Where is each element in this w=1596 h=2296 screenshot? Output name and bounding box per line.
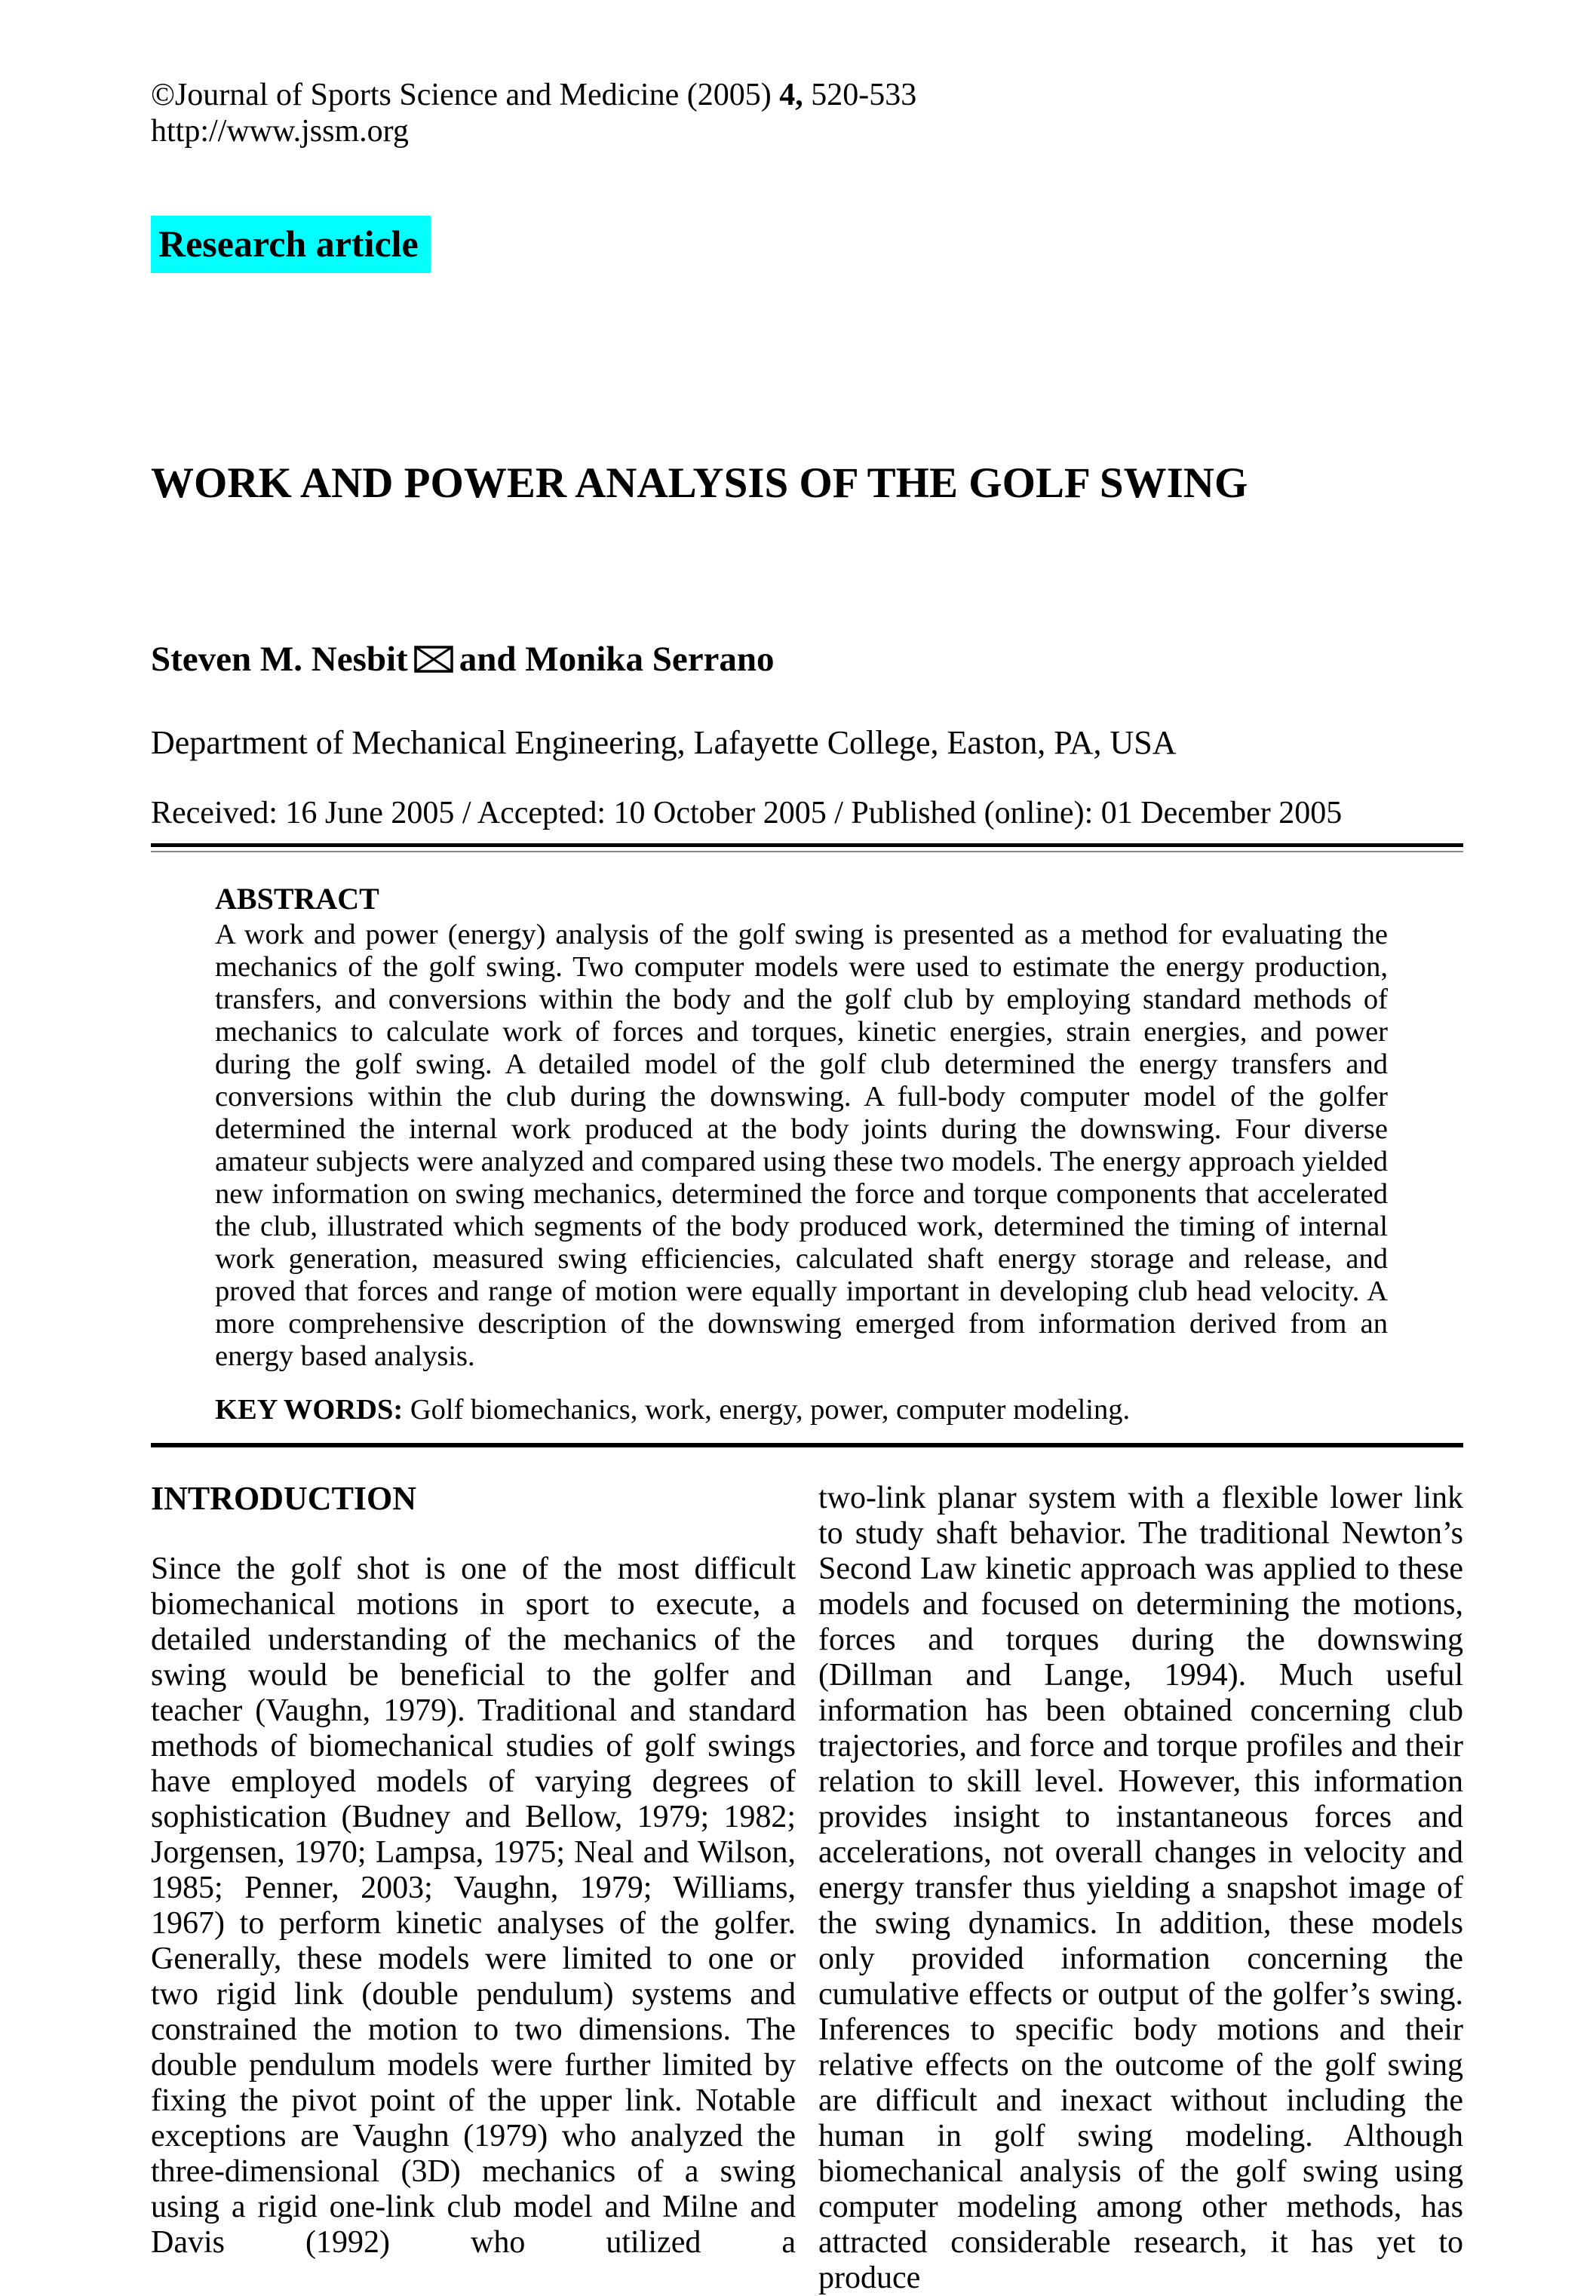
- intro-paragraph-left: Since the golf shot is one of the most difficult biomechanical motions in sport to execute, a detailed understanding of the mechanics of the swing would be beneficial to the golfer and teacher (Vaughn, 1979). Traditional and standard methods of biomechanical studies of golf swings have employed models of varying degrees of sophistication (Budney and Bellow, 1979; 1982; Jorgensen, 1970; Lampsa, 1975; Neal and Wilson, 1985; Penner, 2003; Vaughn, 1979; Williams, 1967) to perform kinetic analyses of the golfer. Generally, these models were limited to one or two rigid link (double pendulum) systems and constrained the motion to two dimensions. The double pendulum models were further limited by fixing the pivot point of the upper link. Notable exceptions are Vaughn (1979) who analyzed the three-dimensional (3D) mechanics of a swing using a rigid one-link club model and Milne and Davis (1992) who utilized a: [151, 1552, 796, 2260]
- intro-column-left: [151, 1481, 796, 2261]
- introduction-section: [151, 1481, 1463, 2296]
- journal-name-and-year: ©Journal of Sports Science and Medicine (2005): [151, 78, 780, 112]
- article-type-badge: [151, 216, 431, 273]
- intro-paragraph-right: two-link planar system with a flexible lower link to study shaft behavior. The traditional Newton’s Second Law kinetic approach was applied to these models and focused on determining the motions, forces and torques during the downswing (Dillman and Lange, 1994). Much useful information has been obtained concerning club trajectories, and force and torque profiles and their relation to skill level. However, this information provides insight to instantaneous forces and accelerations, not overall changes in velocity and energy transfer thus yielding a snapshot image of the swing dynamics. In addition, these models only provided information concerning the cumulative effects or output of the golfer’s swing. Inferences to specific body motions and their relative effects on the outcome of the golf swing are difficult and inexact without including the human in golf swing modeling. Although biomechanical analysis of the golf swing using computer modeling among other methods, has attracted considerable research, it has yet to produce: [818, 1481, 1463, 2295]
- keywords-text: Golf biomechanics, work, energy, power, computer modeling.: [410, 1394, 1131, 1426]
- authors-line: [151, 640, 1463, 679]
- abstract-heading: ABSTRACT: [215, 882, 379, 916]
- page-title: WORK AND POWER ANALYSIS OF THE GOLF SWING: [151, 459, 1248, 507]
- keywords-line: [215, 1394, 1388, 1426]
- journal-page-range: 520-533: [803, 78, 917, 112]
- header-divider-thick-line: [151, 843, 1463, 847]
- journal-volume: 4,: [779, 78, 803, 112]
- affiliation-line: Department of Mechanical Engineering, Lafayette College, Easton, PA, USA: [151, 724, 1177, 761]
- envelope-icon: [414, 646, 453, 673]
- intro-column-right: [818, 1481, 1463, 2296]
- author-name-first: Steven M. Nesbit: [151, 640, 408, 679]
- header-divider-thin-line: [151, 851, 1463, 852]
- header-divider: [151, 843, 1463, 852]
- introduction-heading: INTRODUCTION: [151, 1480, 417, 1517]
- author-name-second: and Monika Serrano: [459, 640, 775, 679]
- journal-url: http://www.jssm.org: [151, 114, 409, 149]
- abstract-divider: [151, 1443, 1463, 1447]
- dates-line: Received: 16 June 2005 / Accepted: 10 October 2005 / Published (online): 01 December 2005: [151, 796, 1343, 830]
- article-type-label: Research article: [158, 223, 419, 265]
- journal-header: [151, 77, 1463, 149]
- abstract-body: A work and power (energy) analysis of the golf swing is presented as a method for evaluating the mechanics of the golf swing. Two computer models were used to estimate the energy production, transfers, and conversions within the body and the golf club by employing standard methods of mechanics to calculate work of forces and torques, kinetic energies, strain energies, and power during the golf swing. A detailed model of the golf club determined the energy transfers and conversions within the club during the downswing. A full-body computer model of the golfer determined the internal work produced at the body joints during the downswing. Four diverse amateur subjects were analyzed and compared using these two models. The energy approach yielded new information on swing mechanics, determined the force and torque components that accelerated the club, illustrated which segments of the body produced work, determined the timing of internal work generation, measured swing efficiencies, calculated shaft energy storage and release, and proved that forces and range of motion were equally important in developing club head velocity. A more comprehensive description of the downswing emerged from information derived from an energy based analysis.: [215, 919, 1388, 1372]
- abstract-section: [215, 882, 1388, 1426]
- keywords-label: KEY WORDS:: [215, 1394, 404, 1426]
- journal-copyright-line: [151, 77, 1463, 113]
